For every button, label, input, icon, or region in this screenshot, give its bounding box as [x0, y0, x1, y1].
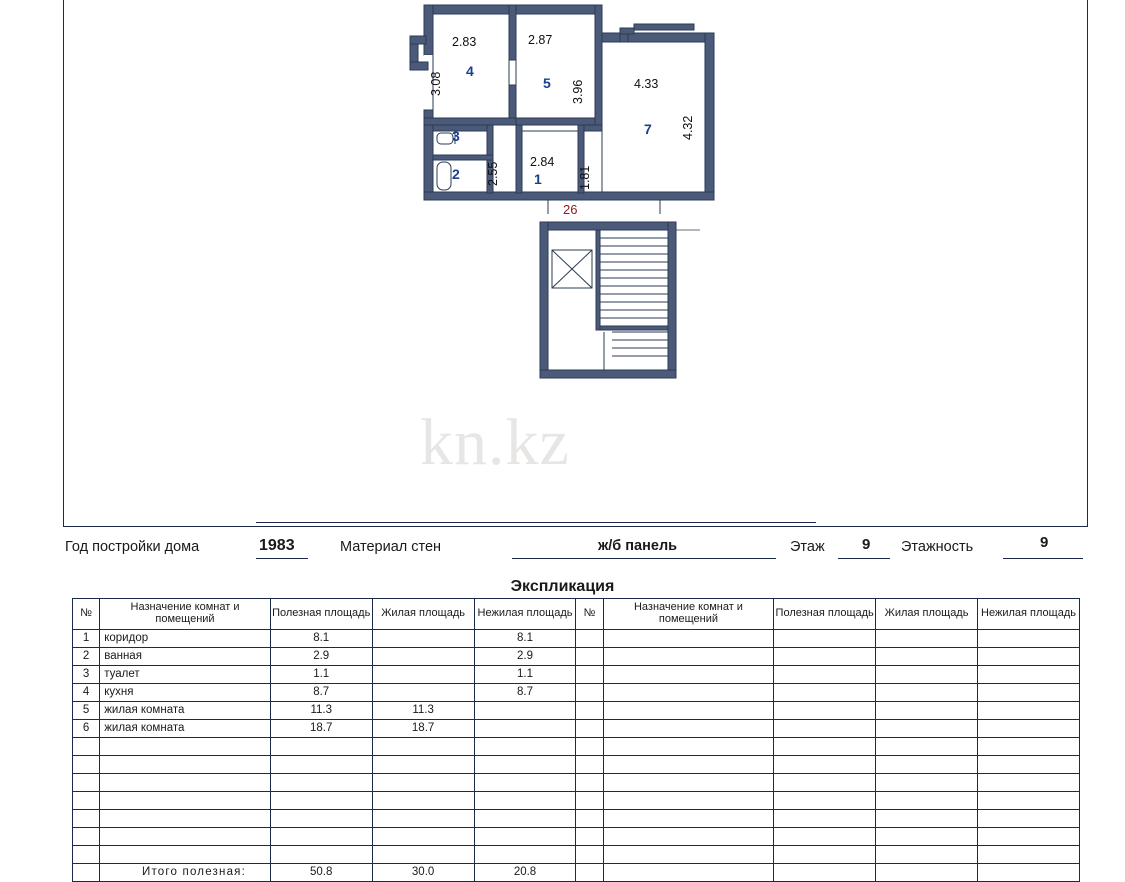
- plan-dimension: 3.08: [429, 71, 443, 96]
- floor-value: 9: [862, 536, 871, 553]
- plan-room-number-1: 1: [534, 171, 542, 187]
- floor-underline: [838, 558, 890, 559]
- cell-living-right: [876, 756, 978, 774]
- cell-num-right: [576, 774, 603, 792]
- cell-nonliving-right: [978, 756, 1080, 774]
- cell-nonliving: 8.7: [474, 684, 576, 702]
- cell-living: [372, 828, 474, 846]
- cell-living-right: [876, 648, 978, 666]
- cell-useful-right: [774, 684, 876, 702]
- plan-dimension: 3.96: [571, 79, 585, 104]
- table-row: [73, 630, 1080, 648]
- cell-num-right: [576, 630, 603, 648]
- cell-name: [100, 810, 271, 828]
- cell-nonliving: [474, 738, 576, 756]
- cell-useful: 1.1: [270, 666, 372, 684]
- table-row: [73, 702, 1080, 720]
- plan-room-number-7: 7: [644, 121, 652, 137]
- cell-num: 6: [73, 720, 100, 738]
- cell-living: [372, 756, 474, 774]
- table-row: [73, 666, 1080, 684]
- table-row: [73, 684, 1080, 702]
- cell-name-right: [603, 792, 774, 810]
- cell-num: [73, 810, 100, 828]
- cell-nonliving: [474, 720, 576, 738]
- cell-nonliving-right: [978, 846, 1080, 864]
- total-num-cell: [73, 864, 100, 882]
- cell-useful-right: [774, 648, 876, 666]
- year-underline: [256, 558, 308, 559]
- cell-living-right: [876, 846, 978, 864]
- cell-useful: [270, 828, 372, 846]
- plan-dimension: 4.33: [634, 77, 659, 91]
- building-info-row: [0, 533, 1125, 563]
- table-row: [73, 774, 1080, 792]
- cell-useful: 8.1: [270, 630, 372, 648]
- cell-living-right: [876, 702, 978, 720]
- cell-name: [100, 828, 271, 846]
- cell-name-right: [603, 684, 774, 702]
- cell-num: [73, 828, 100, 846]
- cell-name: [100, 738, 271, 756]
- cell-name: жилая комната: [100, 720, 271, 738]
- cell-num: 3: [73, 666, 100, 684]
- cell-living: [372, 846, 474, 864]
- cell-useful-right: [774, 756, 876, 774]
- header-useful-left: Полезная площадь: [270, 599, 372, 630]
- cell-nonliving-right: [978, 720, 1080, 738]
- cell-name: [100, 846, 271, 864]
- cell-name: [100, 774, 271, 792]
- floors-total-underline: [1003, 558, 1083, 559]
- plan-room-number-2: 2: [452, 166, 460, 182]
- cell-nonliving-right: [978, 684, 1080, 702]
- table-row: [73, 810, 1080, 828]
- cell-nonliving-right: [978, 792, 1080, 810]
- cell-useful-right: [774, 630, 876, 648]
- table-header-row: [73, 599, 1080, 630]
- cell-useful: [270, 846, 372, 864]
- cell-name: коридор: [100, 630, 271, 648]
- plan-room-number-5: 5: [543, 75, 551, 91]
- total-living-right: [876, 864, 978, 882]
- cell-living-right: [876, 720, 978, 738]
- floor-label: Этаж: [790, 539, 825, 555]
- floors-total-value: 9: [1040, 534, 1049, 551]
- cell-num-right: [576, 828, 603, 846]
- total-useful: 50.8: [270, 864, 372, 882]
- cell-name-right: [603, 648, 774, 666]
- cell-useful: 11.3: [270, 702, 372, 720]
- cell-num: [73, 846, 100, 864]
- cell-num: [73, 774, 100, 792]
- plan-dimension: 4.32: [681, 115, 695, 140]
- cell-living-right: [876, 792, 978, 810]
- explication-title: Экспликация: [510, 578, 615, 595]
- cell-nonliving-right: [978, 630, 1080, 648]
- cell-living-right: [876, 630, 978, 648]
- plan-frame-bottom-edge: [256, 522, 816, 523]
- cell-name-right: [603, 828, 774, 846]
- cell-nonliving-right: [978, 774, 1080, 792]
- cell-nonliving: [474, 774, 576, 792]
- cell-name-right: [603, 738, 774, 756]
- cell-name-right: [603, 702, 774, 720]
- cell-useful: [270, 792, 372, 810]
- table-row: [73, 792, 1080, 810]
- header-useful-right: Полезная площадь: [774, 599, 876, 630]
- cell-num-right: [576, 720, 603, 738]
- header-nonliving-left: Нежилая площадь: [474, 599, 576, 630]
- total-num-cell-right: [576, 864, 603, 882]
- cell-nonliving: 2.9: [474, 648, 576, 666]
- cell-nonliving-right: [978, 666, 1080, 684]
- cell-name-right: [603, 630, 774, 648]
- plan-dimension: 1.81: [578, 165, 592, 190]
- explication-table: [72, 598, 1080, 882]
- cell-living: 11.3: [372, 702, 474, 720]
- cell-useful-right: [774, 720, 876, 738]
- cell-nonliving-right: [978, 738, 1080, 756]
- cell-nonliving: [474, 792, 576, 810]
- cell-useful-right: [774, 738, 876, 756]
- cell-num-right: [576, 738, 603, 756]
- cell-nonliving: 1.1: [474, 666, 576, 684]
- total-nonliving: 20.8: [474, 864, 576, 882]
- table-total-row: [73, 864, 1080, 882]
- floors-total-label: Этажность: [901, 539, 974, 555]
- total-nonliving-right: [978, 864, 1080, 882]
- cell-living-right: [876, 738, 978, 756]
- cell-useful: [270, 810, 372, 828]
- cell-name: туалет: [100, 666, 271, 684]
- cell-name-right: [603, 756, 774, 774]
- watermark: kn.kz: [420, 406, 570, 479]
- cell-useful: [270, 738, 372, 756]
- year-value: 1983: [259, 537, 295, 554]
- cell-useful: 18.7: [270, 720, 372, 738]
- plan-dimension: 2.84: [530, 155, 555, 169]
- cell-name-right: [603, 720, 774, 738]
- cell-nonliving: [474, 702, 576, 720]
- cell-num: [73, 738, 100, 756]
- table-row: [73, 828, 1080, 846]
- cell-name-right: [603, 774, 774, 792]
- cell-useful-right: [774, 792, 876, 810]
- cell-nonliving-right: [978, 810, 1080, 828]
- cell-living: [372, 810, 474, 828]
- cell-num-right: [576, 684, 603, 702]
- cell-nonliving: [474, 846, 576, 864]
- header-name-right: Назначение комнат и помещений: [603, 599, 774, 630]
- total-label: Итого полезная:: [100, 864, 271, 882]
- plan-room-number-3: 3: [452, 128, 460, 144]
- walls-label: Материал стен: [340, 539, 442, 555]
- cell-useful-right: [774, 846, 876, 864]
- cell-num-right: [576, 648, 603, 666]
- cell-living: [372, 684, 474, 702]
- cell-name-right: [603, 810, 774, 828]
- cell-useful-right: [774, 828, 876, 846]
- header-name-left: Назначение комнат и помещений: [100, 599, 271, 630]
- cell-living: [372, 792, 474, 810]
- cell-useful: [270, 774, 372, 792]
- cell-name-right: [603, 666, 774, 684]
- table-row: [73, 720, 1080, 738]
- header-nonliving-right: Нежилая площадь: [978, 599, 1080, 630]
- cell-useful-right: [774, 774, 876, 792]
- cell-living-right: [876, 828, 978, 846]
- header-living-right: Жилая площадь: [876, 599, 978, 630]
- plan-dimension: 2.87: [528, 33, 553, 47]
- cell-living: [372, 630, 474, 648]
- plan-dimension: 2.83: [452, 35, 477, 49]
- cell-living: [372, 738, 474, 756]
- cell-nonliving: [474, 756, 576, 774]
- total-living: 30.0: [372, 864, 474, 882]
- cell-name-right: [603, 846, 774, 864]
- cell-nonliving-right: [978, 702, 1080, 720]
- header-living-left: Жилая площадь: [372, 599, 474, 630]
- header-num-left: №: [73, 599, 100, 630]
- cell-nonliving-right: [978, 828, 1080, 846]
- walls-underline: [512, 558, 776, 559]
- total-useful-right: [774, 864, 876, 882]
- cell-name: жилая комната: [100, 702, 271, 720]
- cell-useful-right: [774, 702, 876, 720]
- header-num-right: №: [576, 599, 603, 630]
- plan-dimension: 2.55: [486, 161, 500, 186]
- total-label-right: [603, 864, 774, 882]
- cell-num-right: [576, 666, 603, 684]
- cell-num-right: [576, 756, 603, 774]
- cell-useful-right: [774, 810, 876, 828]
- cell-living-right: [876, 666, 978, 684]
- cell-num-right: [576, 702, 603, 720]
- cell-nonliving-right: [978, 648, 1080, 666]
- cell-living: [372, 774, 474, 792]
- plan-room-number-4: 4: [466, 63, 474, 79]
- cell-name: ванная: [100, 648, 271, 666]
- cell-num: 1: [73, 630, 100, 648]
- cell-useful-right: [774, 666, 876, 684]
- cell-living-right: [876, 810, 978, 828]
- cell-num-right: [576, 810, 603, 828]
- cell-living: [372, 666, 474, 684]
- cell-living-right: [876, 774, 978, 792]
- cell-num-right: [576, 792, 603, 810]
- cell-useful: 8.7: [270, 684, 372, 702]
- walls-value: ж/б панель: [598, 538, 678, 554]
- cell-name: [100, 792, 271, 810]
- cell-living: 18.7: [372, 720, 474, 738]
- year-label: Год постройки дома: [65, 539, 200, 555]
- cell-num: [73, 792, 100, 810]
- cell-name: кухня: [100, 684, 271, 702]
- cell-living: [372, 648, 474, 666]
- plan-apartment-number: 26: [563, 202, 578, 217]
- cell-nonliving: [474, 828, 576, 846]
- cell-num: 2: [73, 648, 100, 666]
- cell-living-right: [876, 684, 978, 702]
- cell-num: 4: [73, 684, 100, 702]
- cell-nonliving: [474, 810, 576, 828]
- cell-name: [100, 756, 271, 774]
- cell-num-right: [576, 846, 603, 864]
- table-row: [73, 738, 1080, 756]
- table-row: [73, 648, 1080, 666]
- table-row: [73, 846, 1080, 864]
- cell-nonliving: 8.1: [474, 630, 576, 648]
- cell-useful: 2.9: [270, 648, 372, 666]
- cell-num: 5: [73, 702, 100, 720]
- cell-useful: [270, 756, 372, 774]
- table-row: [73, 756, 1080, 774]
- cell-num: [73, 756, 100, 774]
